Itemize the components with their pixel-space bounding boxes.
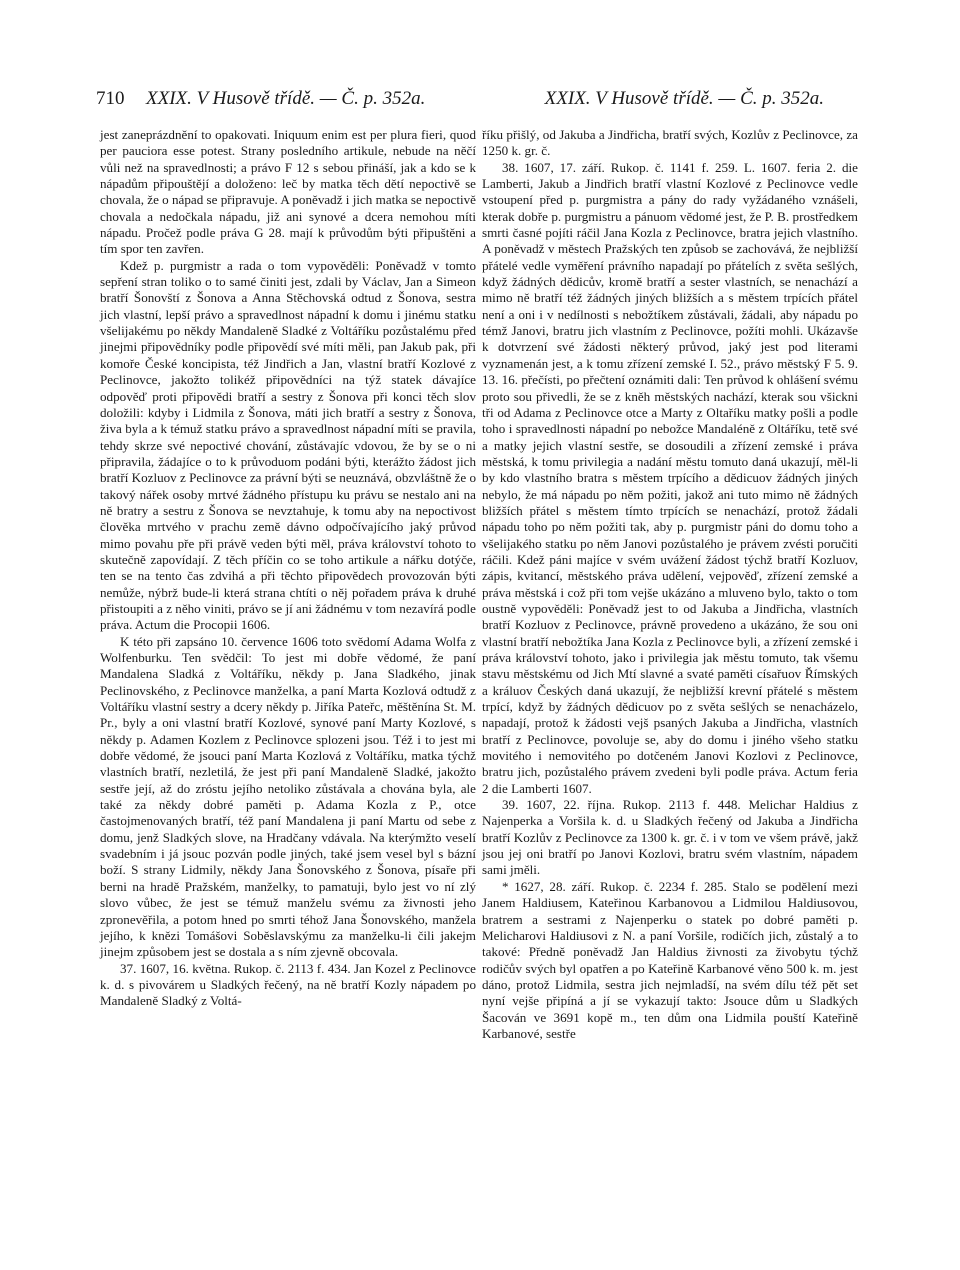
paragraph: K této při zapsáno 10. července 1606 toto svědomí Adama Wolfa z Wolfenburku. Ten svědčil: To jest mi dobře vědomé, že paní Mandalena Sladká z Voltáříku, někdy p. Jana Sladkého, jinak Peclinovského, z Peclinovce manželka, a paní Marta Kozlová odtudž z Voltáříku vlastní sestry a dcery někdy p. Jiříka Pateřc, měštěnína St. M. Pr., byly a oni vlastní bratří Kozlové, synové paní Marty Kozlové, s někdy p. Adamen Kozlem z Peclinovce splozeni jsou. Též i to jest mi dobře vědomé, že jsouci paní Marta Kozlová z Voltáříku, matka týchž vlastních bratří, nezletilá, že jest při paní Mandaleně Sladké, jakožto sestře její, až do zróstu jejího netoliko zůstávala a chována byla, ale také za někdy dobré paměti p. Adama Kozla z P., otce častojmenovaných bratří, též paní Mandalena ji paní Martu od sebe z domu, jenž Sladkých slove, na Hradčany vdávala. Na kterýmžto veselí svadebním i já jsouc pozván podle jiných, také jsem vesel byl s bázní boží. S strany Lidmily, někdy Jana Šonovského z Šonova, písaře při berni na hradě Pražském, manželky, to pamatuji, bylo jest vo ní zlý slovo vůbec, že jest se témuž manželu svému za živnosti jeho zpronevěřila, a potom hned po smrti téhož Jana Šonovského, manžela jejího, k knězi Tomášovi Soběslavskýmu za manželku-li čili jakejm jinejm způsobem jest se dostala a s ním zjevně obcovala. (100, 633, 476, 960)
paragraph: 39. 1607, 22. října. Rukop. 2113 f. 448. Melichar Haldius z Najenperka a Voršila k. d. u Sladkých řečený od Jakuba a Jindřicha bratří Kozlův z Peclinovce za 1300 k. gr. č. i v tom ve všem právě, jakž jsou jej oni bratří po Janovi Kozlovi, bratru svém vlastním, nápadem sami jměli. (482, 797, 858, 878)
left-column (100, 127, 476, 1010)
paragraph: říku přišlý, od Jakuba a Jindřicha, bratří svých, Kozlův z Peclinovce, za 1250 k. gr. č. (482, 127, 858, 159)
paragraph: Kdež p. purgmistr a rada o tom vypověděli: Poněvadž v tomto sepření stran toliko o to samé činiti jest, zdali by Václav, Jan a Simeon bratří Šonovští z Šonova a Anna Stěchovská odtud z Šonova, sestra jich vlastní, lepší právo a spravedlnost nápadní k domu i jinému statku všelijakému po někdy Mandaleně Sladké z Voltáříku pozůstalému před jinejmi připovědníky podle připovědí své míti měli, pan Jakub pak, při komoře České koncipista, též Jindřich a Jan, vlastní bratří Kozlové z Peclinovce, jakožto tolikéž připovědníci na týž statek dávajíce odpověď proti připovědi bratří a sestry z Šonova při konci těch slov doložili: kdyby i Lidmila z Šonova, máti jich bratří a sestry z Šonova, živa byla a k témuž statku právo a spravedlnost nápadní míti se pravila, tehdy skrze své nepoctivé chování, zůstávajíc vdovou, že by se o ni připravila, žádajíce o to k průvoduom podáni býti, kterážto žádost jich bratří Kozluov z Peclinovce za právní býti se neuznává, obzvláštně že o takový nářek osoby mrtvé žádného přístupu ku právu se nestalo ani na ně bratry a sestru z Šonova se nevztahuje, k tomu aby na nepoctivost člověka mrtvého v prachu země dávno odpočívajícího jaký průvod mimo povahu pře při právě veden býti měl, práva království tohoto to skutečně zapovídají. Z těch příčin co se toho artikule a nářku dotýče, ten se na tento čas zdvihá a při těchto připovědech provozován býti nemůže, nýbrž bude-li která strana chtíti o něj pořadem práva k druhé přistoupiti a z něho viniti, právo se jí ani žádnému v tom nezavírá podle práva. Actum die Procopii 1606. (100, 257, 476, 633)
running-head-left: XXIX. V Husově třídě. — Č. p. 352a. (146, 88, 426, 109)
paragraph: * 1627, 28. září. Rukop. č. 2234 f. 285. Stalo se podělení mezi Janem Haldiusem, Kateřinou Karbanovou a Lidmilou Haldiusovou, bratrem a sestrami z Najenperku o statek po dobré paměti p. Melicharovi Haldiusovi z N. a paní Voršile, rodičích jich, zůstalý a to takové: Předně poněvadž Jan Haldius živnosti za živobytu týchž rodičův svých byl opatřen a po Kateřině Karbanové věno 500 k. m. jest dáno, protož Lidmila, sestra jich nejmladší, na svém dílu též pět set nyní vejše připíná a jí se vykazují takto: Jsouce dům u Sladkých Šacován ve 3691 kopě m., ten dům ona Lidmila pouští Kateřině Karbanové, sestře (482, 878, 858, 1041)
paragraph: 38. 1607, 17. září. Rukop. č. 1141 f. 259. L. 1607. feria 2. die Lamberti, Jakub a Jindřich bratří vlastní Kozlové z Peclinovce vedle vstoupení před p. purgmistra a pány do rady vyžádaného vznášeli, kterak dobře p. purgmistru a pánuom vědomé jest, že P. B. prostředkem smrti časné pojíti ráčil Jana Kozla z Peclinovce, bratra jejich vlastního. A poněvadž v městech Pražských ten způsob se zachovává, že nejbližší přátelé vedle vyměření právního napadají po přátelích z světa sešlých, když žádných dědicův, kromě bratří a sester vlastních, se nenachází a mimo ně bratří též žádných jiných bližších a s městem trpících přátel není a oni i v nedílnosti s nebožtíkem zůstávali, žádali, aby nápadu po témž Janovi, bratru jich vlastním z Peclinovce, požíti mohli. Ukázavše k dotvrzení své žádosti některý průvod, jaký jest pod literami vyznamenán jest, a k tomu zřízení zemské I. 52., právo městský F 5. 9. 13. 16. přečísti, po přečtení oznámiti dali: Ten průvod k ohlášení svému proto sou přivedli, že se z kněh městských nachází, kterak sou všickni tři od Adama z Peclinovce otce a Marty z Oltaříku matky pošli a podle toho i spravedlnosti nápadní po nebožce Mandaléně z Oltáříku, tetě své a matky jejich vlastní sestře, se dosoudili a zřízení zemské i práva městská, k tomu privilegia a nadání městu tomuto daná ukazují, měl-li by kdo vlastního bratra s městem trpícího a dědicuov žádných jiných nebylo, že má nápadu po něm požiti, jakož ani tuto mimo ně žádných bližších přátel s městem tímto trpících se nenachází, protož žádali nápadu toho po něm požiti tak, aby p. purgmistr páni do domu toho a všelijakého statku po něm Janovi pozůstalého je právem zvésti poručiti ráčili. Kdež páni majíce v svém uvážení žádost týchž bratří Kozluov, zápis, kvitancí, městského práva udělení, vejpověď, zřízení zemské a práva městská i což při tom vejše ukázáno a mluveno bylo, takto o tom oustně vypověděli: Poněvadž jest to od Jakuba a Jindřicha, vlastních bratří Kozluov z Peclinovce, právně provedeno a ukázáno, že sou oni vlastní bratří nebožtíka Jana Kozla z Peclinovce byli, a zřízení zemské i práva království tohoto, jako i privilegia jak městu tomuto, tak všemu stavu městskému od Jich Mtí slavné a svaté paměti císařuov Římských a králuov Českých daná ukazují, že nejbližší krevní přátelé s městem trpící, když by žádných dědicuov po z světa sešlých se nenacházelo, napadají, protož k žádosti vejš psaných Jakuba a Jindřicha, vlastních bratří z Peclinovce, povoluje se, aby do domu i jiného všeho statku movitého i nemovitého po dotčeném Janovi Kozlovi z Peclinovce, bratru jich, pozůstalého právem zvedeni byli podle práva. Actum feria 2 die Lamberti 1607. (482, 159, 858, 796)
right-column (482, 127, 858, 1042)
paragraph: 37. 1607, 16. května. Rukop. č. 2113 f. 434. Jan Kozel z Peclinovce k. d. s pivovárem u Sladkých řečený, na ně bratří Kozly nápadem po Mandaleně Sladký z Voltá- (100, 960, 476, 1009)
page-number: 710 (96, 88, 125, 109)
running-head-right: XXIX. V Husově třídě. — Č. p. 352a. (544, 88, 824, 109)
paragraph: jest zaneprázdnění to opakovati. Iniquum enim est per plura fieri, quod per pauciora esse potest. Strany posledního artikule, nebude na něčí vůli než na spravedlnosti; a právo F 12 s sebou přináší, jak a kdo se k nápadům připouštějí a doloženo: leč by matka těch dětí nepoctivě se chovala, že o nápad se připravuje. A poněvadž i jich matka se nepoctivě chovala a nedočkala nápadu, již ani synové a dcera nemohou míti nápadu. Pročež podle práva G 28. mají k průvodům býti připuštěni a tím spor ten zavřen. (100, 127, 476, 257)
running-header (96, 88, 864, 118)
